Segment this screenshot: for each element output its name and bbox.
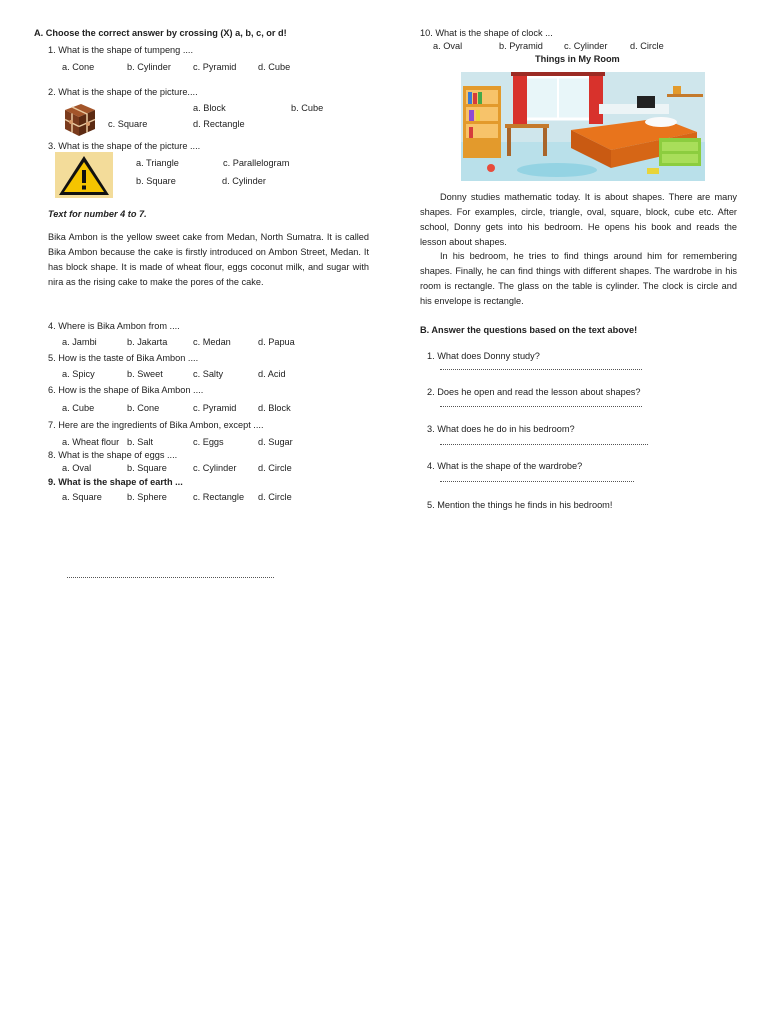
q5-option-b[interactable]: b. Sweet (127, 369, 163, 379)
question-9: 9. What is the shape of earth ... (48, 477, 183, 487)
q2-option-b[interactable]: b. Cube (291, 103, 324, 113)
bika-ambon-passage: Bika Ambon is the yellow sweet cake from Medan, North Sumatra. It is called Bika Ambon because the cake is firstly introduced on Ambon Street, Medan. It has block shape. It is made of wheat flour, eggs coconut milk, and sugar with nira as the rising cake to make the pores of the cake. (48, 232, 369, 287)
q7-option-c[interactable]: c. Eggs (193, 437, 224, 447)
q3-option-c[interactable]: c. Parallelogram (223, 158, 290, 168)
bedroom-illustration (461, 72, 705, 181)
question-4: 4. Where is Bika Ambon from .... (48, 321, 180, 331)
q8-option-d[interactable]: d. Circle (258, 463, 292, 473)
q9-option-c[interactable]: c. Rectangle (193, 492, 245, 502)
q2-option-d[interactable]: d. Rectangle (193, 119, 245, 129)
q2-option-a[interactable]: a. Block (193, 103, 226, 113)
warning-sign-icon (55, 152, 113, 198)
q8-option-b[interactable]: b. Square (127, 463, 167, 473)
answer-line[interactable] (67, 577, 274, 578)
block-picture (61, 100, 99, 138)
q5-option-c[interactable]: c. Salty (193, 369, 224, 379)
b-answer-line-1[interactable] (440, 369, 642, 370)
question-5: 5. How is the taste of Bika Ambon .... (48, 353, 199, 363)
q7-option-d[interactable]: d. Sugar (258, 437, 293, 447)
q1-option-b[interactable]: b. Cylinder (127, 62, 171, 72)
q7-option-b[interactable]: b. Salt (127, 437, 154, 447)
q7-option-a[interactable]: a. Wheat flour (62, 437, 120, 447)
question-10: 10. What is the shape of clock ... (420, 28, 553, 38)
section-b-heading: B. Answer the questions based on the text above! (420, 325, 638, 335)
question-1: 1. What is the shape of tumpeng .... (48, 45, 194, 55)
q3-option-b[interactable]: b. Square (136, 176, 176, 186)
q4-option-c[interactable]: c. Medan (193, 337, 231, 347)
q5-option-d[interactable]: d. Acid (258, 369, 286, 379)
b-question-5: 5. Mention the things he finds in his bedroom! (427, 500, 613, 510)
reading-title: Things in My Room (535, 54, 620, 64)
reading-paragraph-2: In his bedroom, he tries to find things around him for remembering shapes. Finally, he can find things with different shapes. The wardrobe in his room is rectangle. The glass on the table is cylinder. The clock is circle and his envelope is rectangle. (420, 251, 737, 306)
b-answer-line-2[interactable] (440, 406, 642, 407)
question-8: 8. What is the shape of eggs .... (48, 450, 178, 460)
q2-option-c[interactable]: c. Square (108, 119, 148, 129)
q10-option-c[interactable]: c. Cylinder (564, 41, 608, 51)
question-2: 2. What is the shape of the picture.... (48, 87, 198, 97)
q10-option-d[interactable]: d. Circle (630, 41, 664, 51)
section-a-heading: A. Choose the correct answer by crossing (X) a, b, c, or d! (34, 28, 287, 38)
q8-option-c[interactable]: c. Cylinder (193, 463, 237, 473)
b-question-3: 3. What does he do in his bedroom? (427, 424, 575, 434)
q9-option-b[interactable]: b. Sphere (127, 492, 167, 502)
q6-option-a[interactable]: a. Cube (62, 403, 95, 413)
q8-option-a[interactable]: a. Oval (62, 463, 92, 473)
q4-option-a[interactable]: a. Jambi (62, 337, 97, 347)
q5-option-a[interactable]: a. Spicy (62, 369, 95, 379)
q4-option-b[interactable]: b. Jakarta (127, 337, 168, 347)
q10-option-a[interactable]: a. Oval (433, 41, 463, 51)
b-question-1: 1. What does Donny study? (427, 351, 540, 361)
b-question-4: 4. What is the shape of the wardrobe? (427, 461, 583, 471)
q1-option-d[interactable]: d. Cube (258, 62, 291, 72)
b-question-2: 2. Does he open and read the lesson about shapes? (427, 387, 641, 397)
q3-option-a[interactable]: a. Triangle (136, 158, 179, 168)
q4-option-d[interactable]: d. Papua (258, 337, 295, 347)
q6-option-d[interactable]: d. Block (258, 403, 291, 413)
q3-option-d[interactable]: d. Cylinder (222, 176, 266, 186)
text-heading: Text for number 4 to 7. (48, 209, 147, 219)
question-7: 7. Here are the ingredients of Bika Ambon, except .... (48, 420, 264, 430)
b-answer-line-4[interactable] (440, 481, 634, 482)
q1-option-a[interactable]: a. Cone (62, 62, 95, 72)
q9-option-d[interactable]: d. Circle (258, 492, 292, 502)
q6-option-b[interactable]: b. Cone (127, 403, 160, 413)
question-3: 3. What is the shape of the picture .... (48, 141, 201, 151)
reading-paragraph-1: Donny studies mathematic today. It is about shapes. There are many shapes. For examples, circle, triangle, oval, square, block, cube etc. After school, Donny gets into his bedroom. He opens his book and reads the lesson about shapes. (420, 192, 737, 247)
b-answer-line-3[interactable] (440, 444, 648, 445)
q9-option-a[interactable]: a. Square (62, 492, 102, 502)
question-6: 6. How is the shape of Bika Ambon .... (48, 385, 204, 395)
q10-option-b[interactable]: b. Pyramid (499, 41, 543, 51)
q1-option-c[interactable]: c. Pyramid (193, 62, 237, 72)
q6-option-c[interactable]: c. Pyramid (193, 403, 237, 413)
